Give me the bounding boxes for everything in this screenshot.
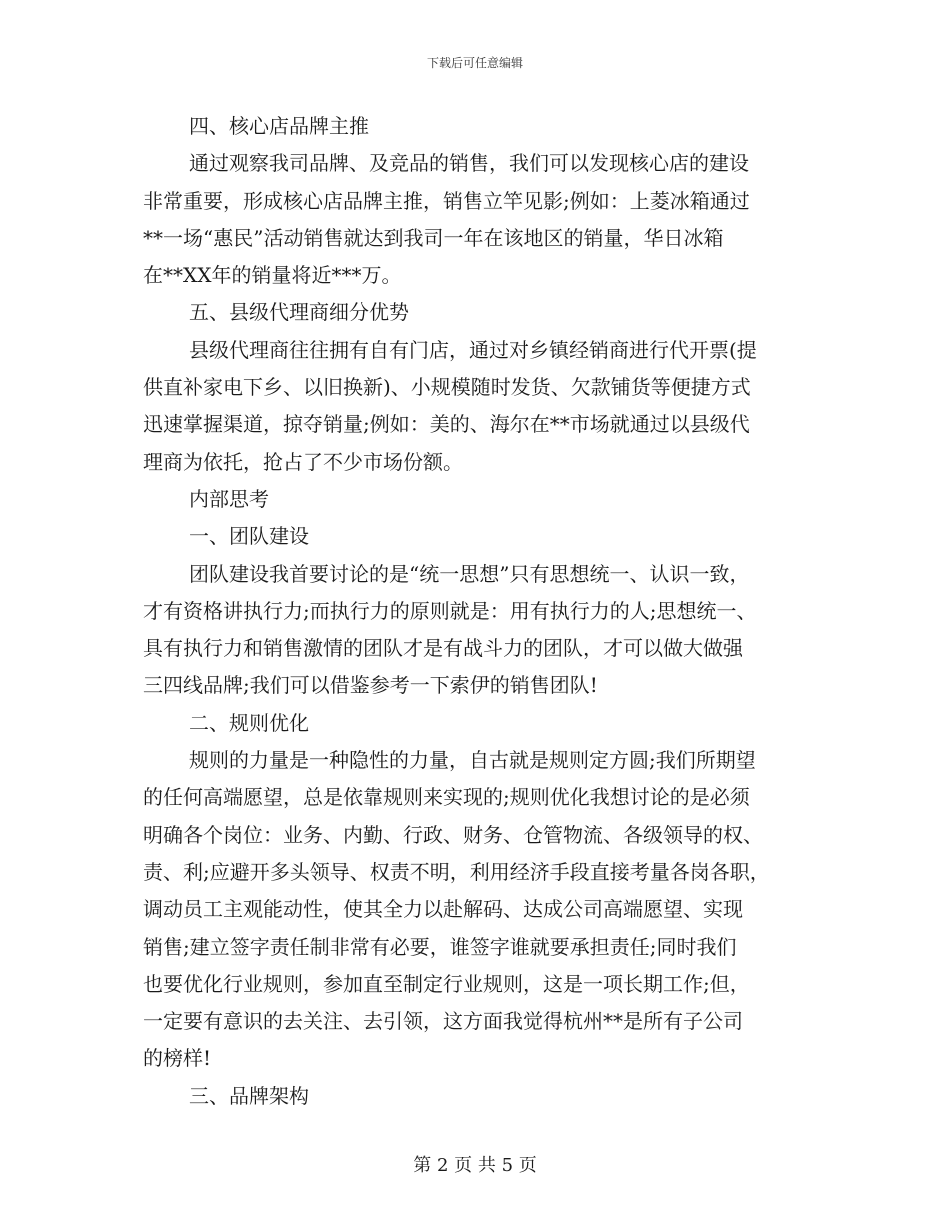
text-line: 一定要有意识的去关注、去引领，这方面我觉得杭州**是所有子公司 <box>143 1009 743 1034</box>
text-line: 三、品牌架构 <box>189 1083 309 1108</box>
text-line: 在**XX年的销量将近***万。 <box>143 263 402 288</box>
text-line: 的榜样! <box>143 1046 212 1071</box>
text-line: 才有资格讲执行力;而执行力的原则就是：用有执行力的人;思想统一、 <box>143 598 757 623</box>
page-header-note: 下载后可任意编辑 <box>426 56 523 70</box>
text-line: 迅速掌握渠道，掠夺销量;例如：美的、海尔在**市场就通过以县级代 <box>143 412 750 437</box>
text-line: 四、核心店品牌主推 <box>189 114 369 138</box>
page-number-footer: 第 2 页 共 5 页 <box>413 1155 537 1176</box>
text-line: 也要优化行业规则，参加直至制定行业规则，这是一项长期工作;但， <box>143 971 750 996</box>
text-line: 五、县级代理商细分优势 <box>189 300 409 325</box>
text-line: 销售;建立签字责任制非常有必要，谁签字谁就要承担责任;同时我们 <box>143 934 737 959</box>
text-line: 内部思考 <box>189 486 269 511</box>
text-line: 通过观察我司品牌、及竞品的销售，我们可以发现核心店的建设 <box>189 151 749 176</box>
text-line: 理商为依托，抢占了不少市场份额。 <box>143 449 463 474</box>
text-line: 二、规则优化 <box>189 710 309 735</box>
document-body <box>143 108 823 1115</box>
text-line: 明确各个岗位：业务、内勤、行政、财务、仓管物流、各级领导的权、 <box>143 822 763 847</box>
text-line: 团队建设我首要讨论的是“统一思想”只有思想统一、认识一致， <box>189 561 750 586</box>
text-line: 供直补家电下乡、以旧换新)、小规模随时发货、欠款铺货等便捷方式 <box>143 375 751 400</box>
text-line: 的任何高端愿望，总是依靠规则来实现的;规则优化我想讨论的是必须 <box>143 785 750 810</box>
text-line: **一场“惠民”活动销售就达到我司一年在该地区的销量，华日冰箱 <box>143 225 724 250</box>
text-line: 具有执行力和销售激情的团队才是有战斗力的团队，才可以做大做强 <box>143 636 743 661</box>
text-line: 县级代理商往往拥有自有门店，通过对乡镇经销商进行代开票(提 <box>189 337 757 362</box>
text-line: 调动员工主观能动性，使其全力以赴解码、达成公司高端愿望、实现 <box>143 897 743 922</box>
text-line: 规则的力量是一种隐性的力量，自古就是规则定方圆;我们所期望 <box>189 748 756 773</box>
text-line: 非常重要，形成核心店品牌主推，销售立竿见影;例如：上菱冰箱通过 <box>143 188 750 213</box>
text-line: 责、利;应避开多头领导、权责不明，利用经济手段直接考量各岗各职， <box>143 859 770 884</box>
text-line: 一、团队建设 <box>189 524 309 549</box>
text-line: 三四线品牌;我们可以借鉴参考一下索伊的销售团队! <box>143 673 598 698</box>
